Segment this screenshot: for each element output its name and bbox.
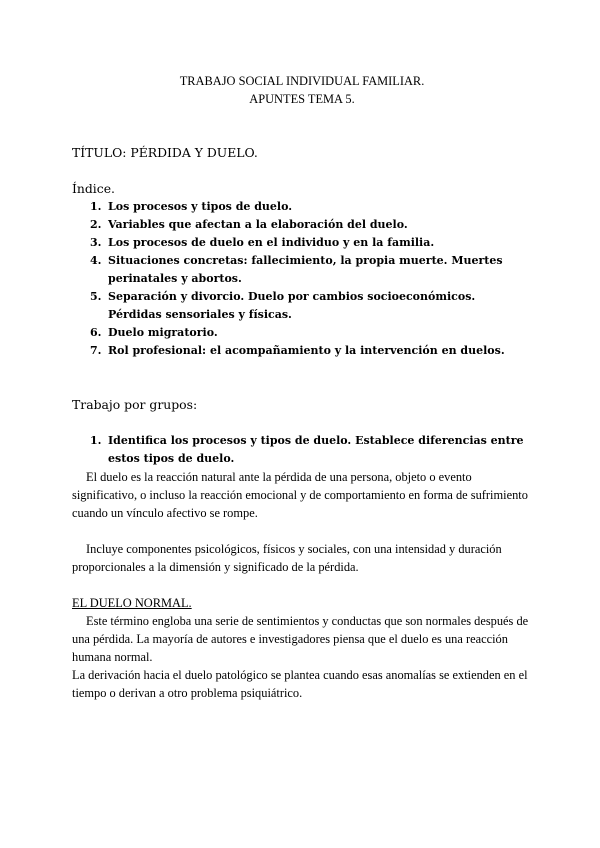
groups-heading: Trabajo por grupos: xyxy=(72,397,198,412)
index-item-text: Variables que afectan a la elaboración del duelo. xyxy=(108,218,408,231)
index-item xyxy=(72,324,532,342)
document-page xyxy=(72,72,532,702)
index-item-text: Rol profesional: el acompañamiento y la intervención en duelos. xyxy=(108,344,505,357)
index-item-number: 2. xyxy=(90,218,102,231)
index-item-text: Separación y divorcio. Duelo por cambios socioeconómicos. Pérdidas sensoriales y físicas. xyxy=(108,290,476,321)
index-item xyxy=(72,252,532,288)
question-text: Identifica los procesos y tipos de duelo. Establece diferencias entre estos tipos de duelo. xyxy=(108,434,524,465)
document-title: TÍTULO: PÉRDIDA Y DUELO. xyxy=(72,145,258,160)
document-header xyxy=(72,72,532,108)
paragraph-normal-duel: Este término engloba una serie de sentimientos y conductas que son normales después de una pérdida. La mayoría de autores e investigadores piensa que el duelo es una reacción humana normal. xyxy=(72,614,529,664)
index-item-number: 1. xyxy=(90,200,102,213)
index-item-text: Los procesos y tipos de duelo. xyxy=(108,200,293,213)
index-item-text: Los procesos de duelo en el individuo y en la familia. xyxy=(108,236,435,249)
paragraph-gap xyxy=(72,576,532,594)
index-item-number: 3. xyxy=(90,236,102,249)
index-item-number: 7. xyxy=(90,344,102,357)
paragraph-pathological-duel: La derivación hacia el duelo patológico se plantea cuando esas anomalías se extienden en el tiempo o derivan a otro problema psiquiátrico. xyxy=(72,668,528,700)
paragraph-gap xyxy=(72,522,532,540)
paragraph-duel-components: Incluye componentes psicológicos, físicos y sociales, con una intensidad y duración proporcionales a la dimensión y significado de la pérdida. xyxy=(72,542,502,574)
index-item-number: 4. xyxy=(90,254,102,267)
index-item-text: Situaciones concretas: fallecimiento, la propia muerte. Muertes perinatales y abortos. xyxy=(108,254,503,285)
index-item xyxy=(72,288,532,324)
index-list xyxy=(72,198,532,360)
index-item-number: 6. xyxy=(90,326,102,339)
normal-duel-heading: EL DUELO NORMAL. xyxy=(72,596,192,610)
index-item-number: 5. xyxy=(90,290,102,303)
index-item-text: Duelo migratorio. xyxy=(108,326,218,339)
index-item xyxy=(72,216,532,234)
index-item xyxy=(72,342,532,360)
header-line-course: TRABAJO SOCIAL INDIVIDUAL FAMILIAR. xyxy=(179,74,425,88)
index-item xyxy=(72,234,532,252)
question-number: 1. xyxy=(90,434,102,447)
paragraph-duel-definition: El duelo es la reacción natural ante la pérdida de una persona, objeto o evento significativo, o incluso la reacción emocional y de comportamiento en forma de sufrimiento cuando un vínculo afectivo se rompe. xyxy=(72,470,528,520)
group-question xyxy=(72,432,532,468)
index-item xyxy=(72,198,532,216)
index-heading: Índice. xyxy=(72,181,115,196)
header-line-notes: APUNTES TEMA 5. xyxy=(249,92,355,106)
